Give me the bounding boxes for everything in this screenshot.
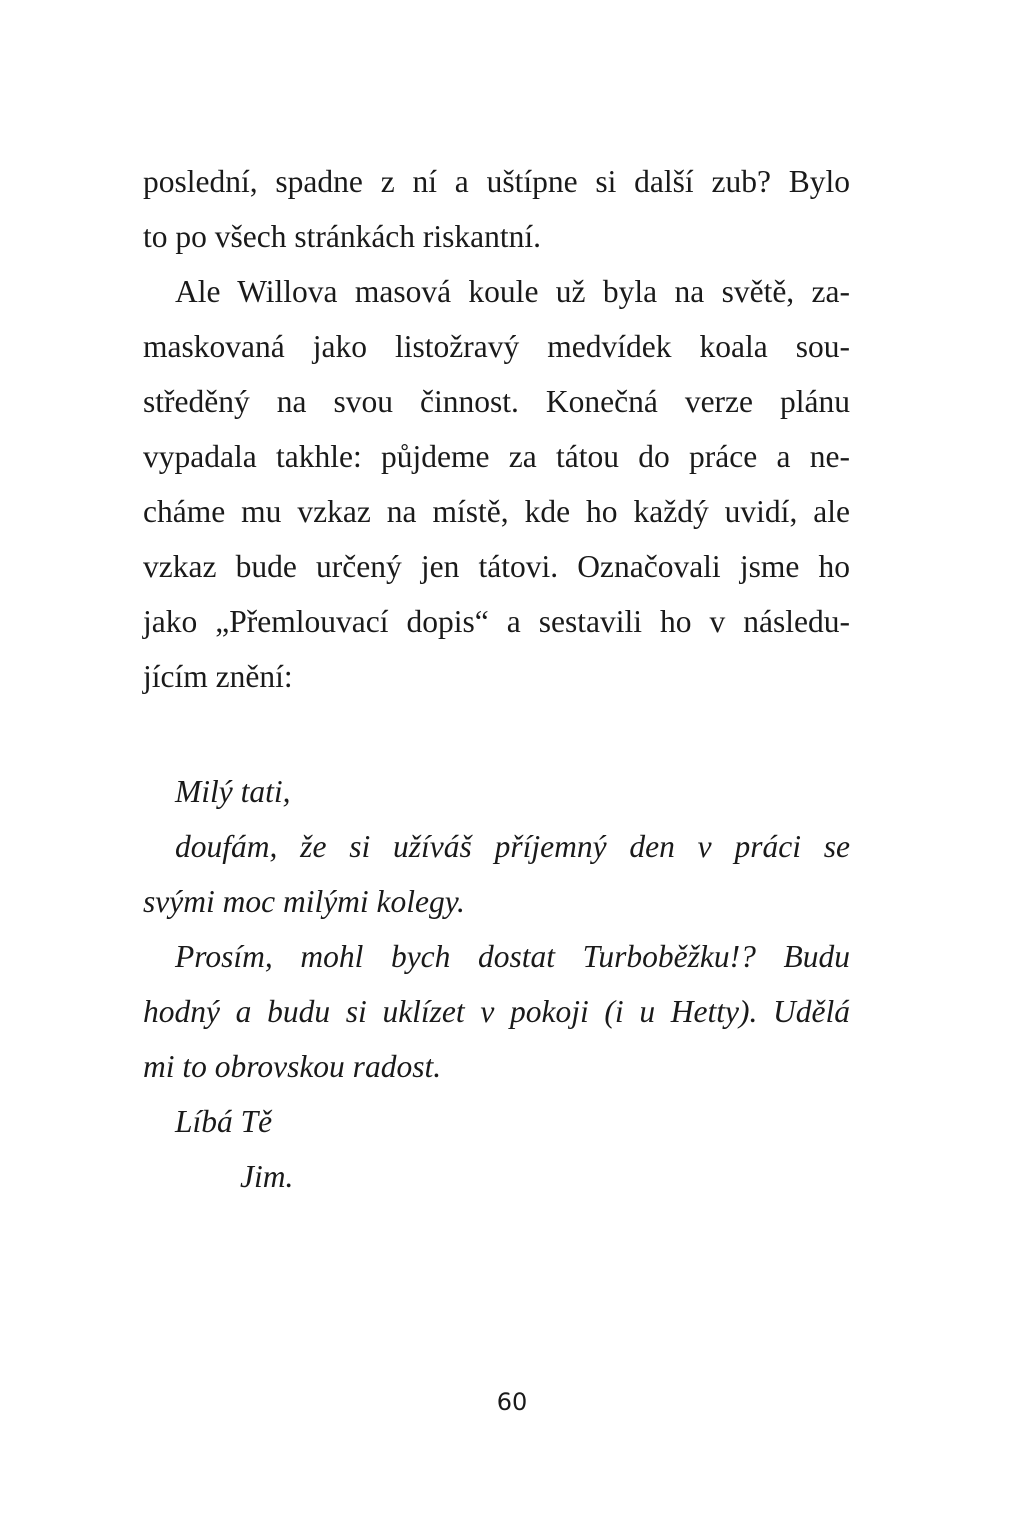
letter-signature: Jim. — [240, 1159, 294, 1194]
body-paragraph-2-line-2: maskovaná jako listožravý medvídek koala sou- — [143, 329, 850, 364]
body-paragraph-2-line-7: jako „Přemlouvací dopis“ a sestavili ho v následu- — [143, 604, 850, 639]
body-paragraph-2-line-1: Ale Willova masová koule už byla na světě, za- — [175, 274, 850, 309]
letter-paragraph-2-line-1: Prosím, mohl bych dostat Turboběžku!? Budu — [175, 939, 850, 974]
letter-greeting: Milý tati, — [175, 774, 291, 809]
body-paragraph-2-line-5: cháme mu vzkaz na místě, kde ho každý uvidí, ale — [143, 494, 850, 529]
letter-paragraph-1-line-1: doufám, že si užíváš příjemný den v práci se — [175, 829, 850, 864]
body-paragraph-2-line-4: vypadala takhle: půjdeme za tátou do práce a ne- — [143, 439, 850, 474]
letter-paragraph-1-line-2: svými moc milými kolegy. — [143, 884, 465, 919]
body-paragraph-2-line-3: středěný na svou činnost. Konečná verze plánu — [143, 384, 850, 419]
page-number: 60 — [496, 1388, 528, 1416]
body-paragraph-2-line-8: jícím znění: — [143, 659, 293, 694]
letter-closing: Líbá Tě — [175, 1104, 273, 1139]
letter-paragraph-2-line-2: hodný a budu si uklízet v pokoji (i u Hetty). Udělá — [143, 994, 850, 1029]
body-paragraph-1-line-2: to po všech stránkách riskantní. — [143, 219, 542, 254]
body-paragraph-1-line-1: poslední, spadne z ní a uštípne si další zub? Bylo — [143, 164, 850, 199]
body-paragraph-2-line-6: vzkaz bude určený jen tátovi. Označovali jsme ho — [143, 549, 850, 584]
letter-paragraph-2-line-3: mi to obrovskou radost. — [143, 1049, 442, 1084]
